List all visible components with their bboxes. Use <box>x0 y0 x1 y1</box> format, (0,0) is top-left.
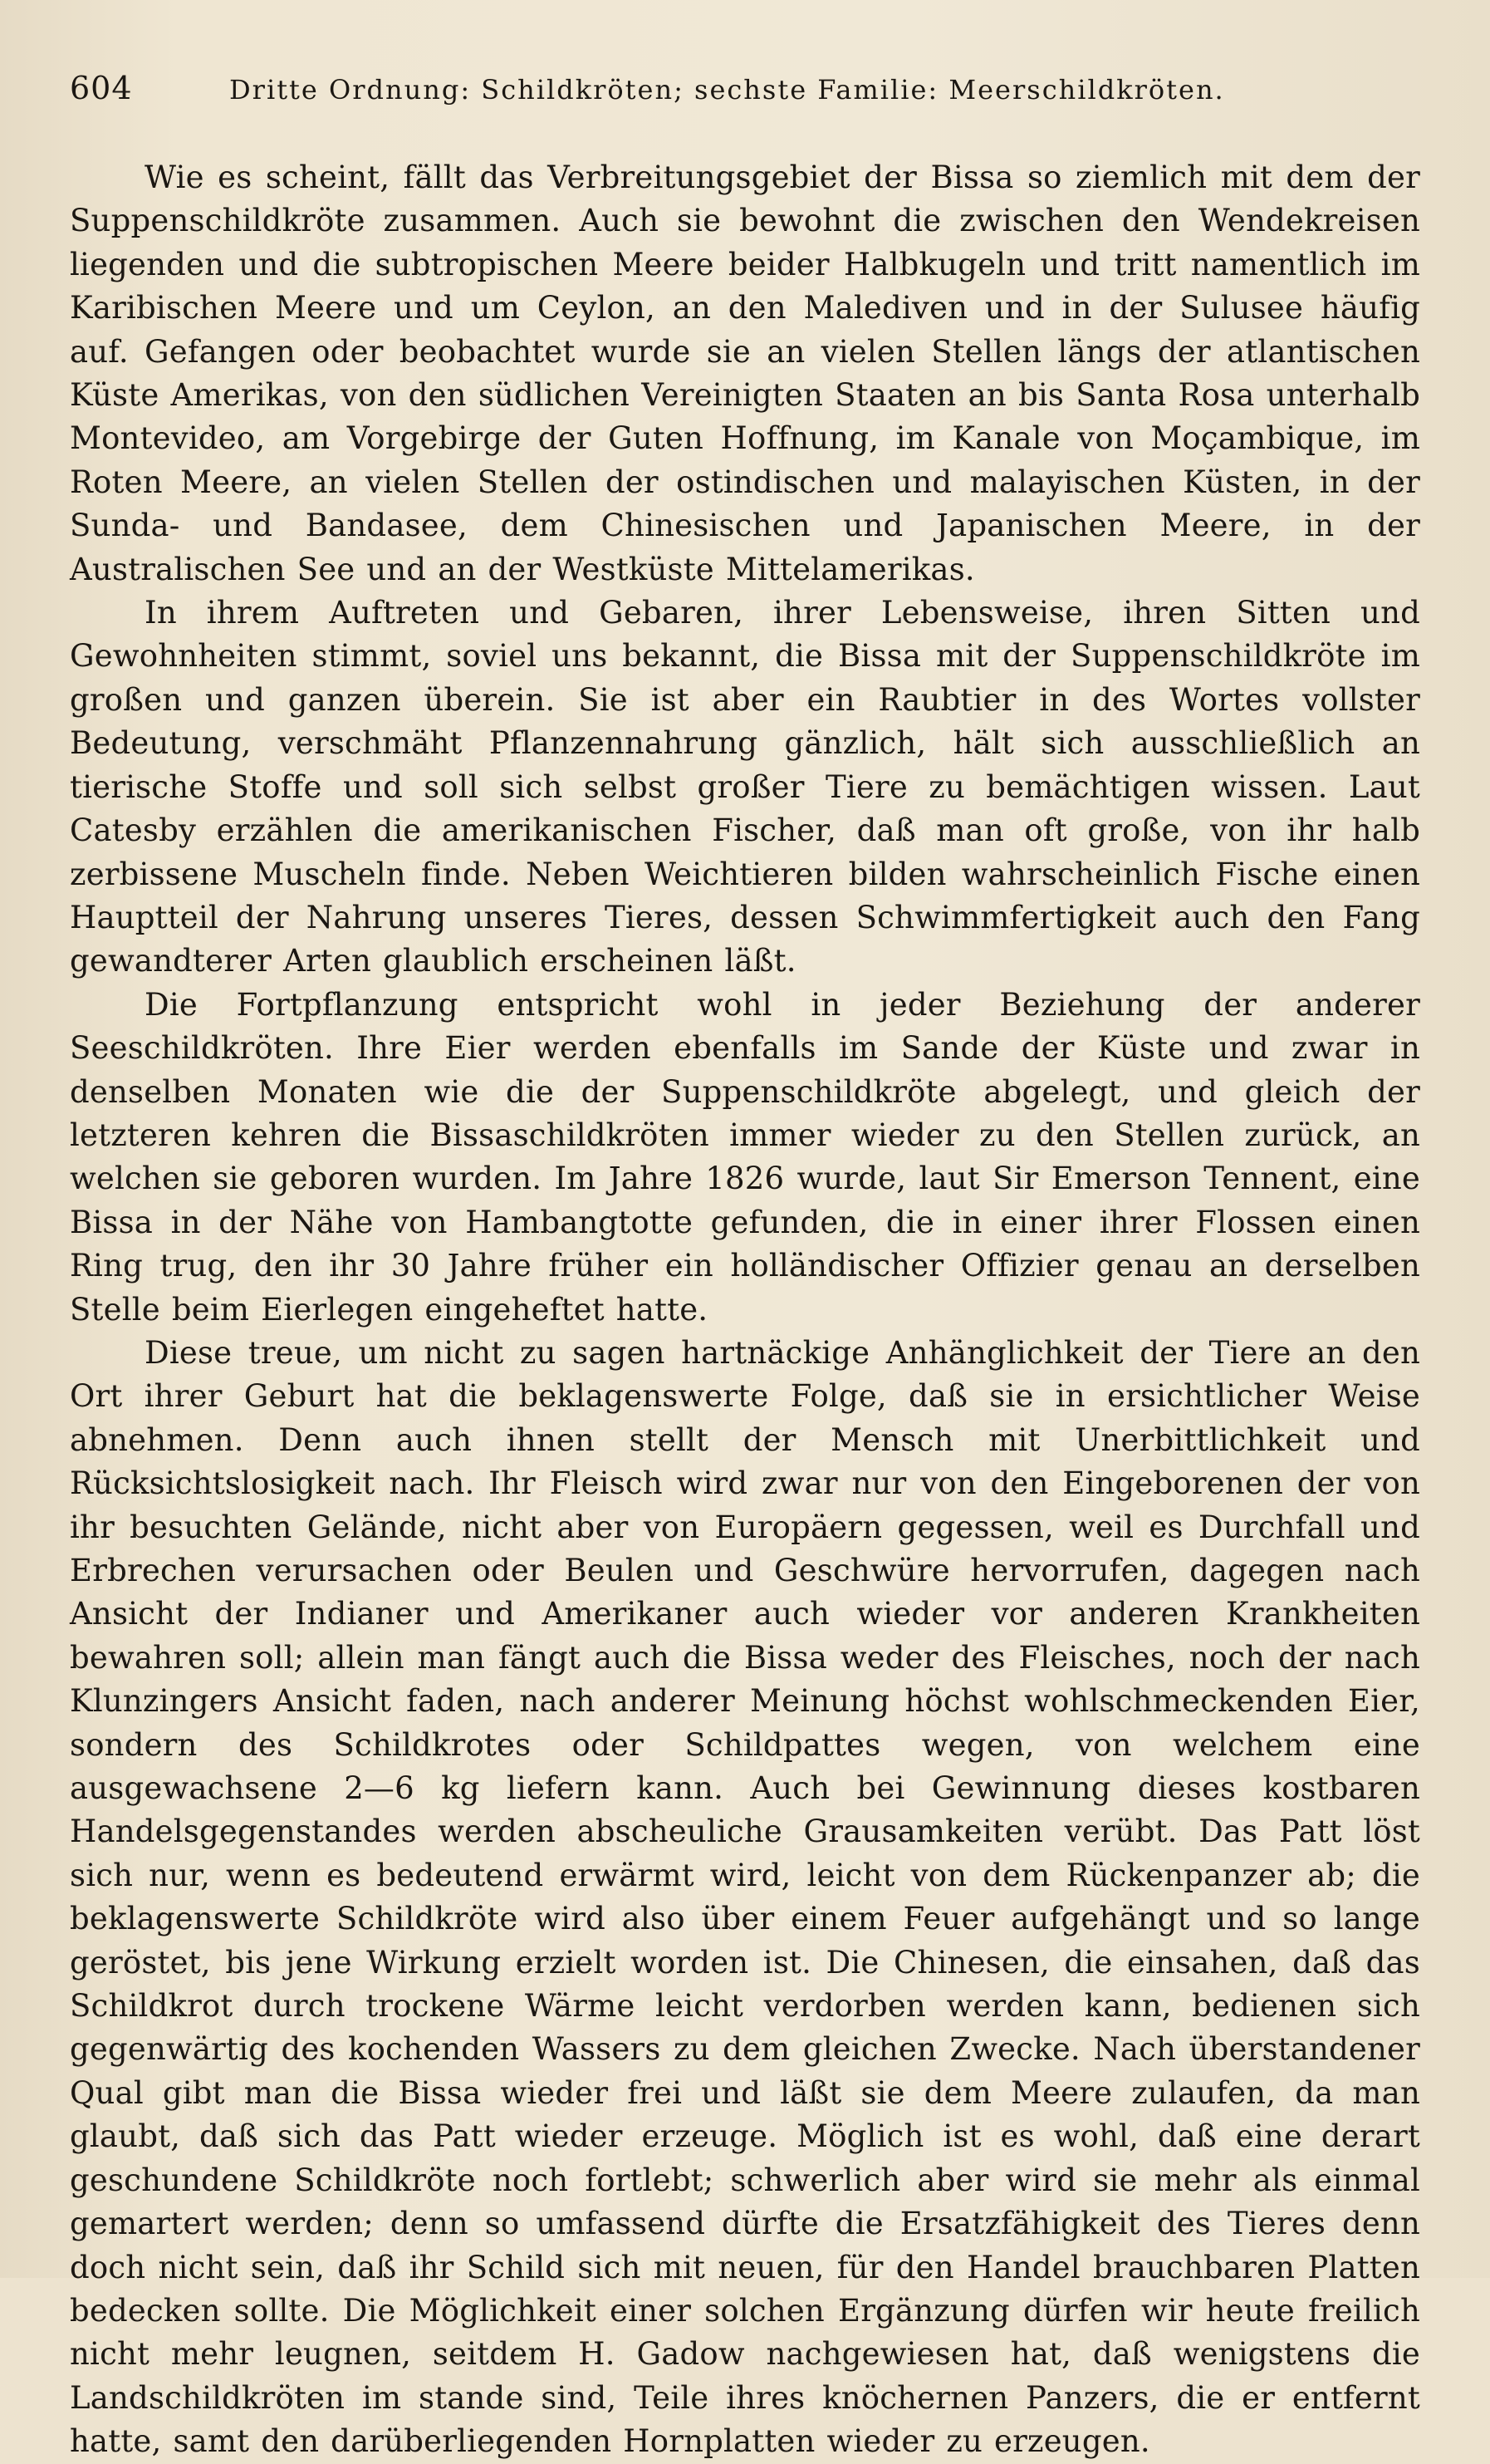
paragraph: Diese treue, um nicht zu sagen hartnäckige Anhänglichkeit der Tiere an den Ort ihrer Geburt hat die beklagenswerte Folge, daß sie in ersichtlicher Weise abnehmen. Denn auch ihnen stellt der Mensch mit Unerbittlichkeit und Rücksichtslosigkeit nach. Ihr Fleisch wird zwar nur von den Eingeborenen der von ihr besuchten Gelände, nicht aber von Europäern gegessen, weil es Durchfall und Erbrechen verursachen oder Beulen und Geschwüre hervorrufen, dagegen nach Ansicht der Indianer und Amerikaner auch wieder vor anderen Krankheiten bewahren soll; allein man fängt auch die Bissa weder des Fleisches, noch der nach Klunzingers Ansicht faden, nach anderer Meinung höchst wohlschmeckenden Eier, sondern des Schildkrotes oder Schildpattes wegen, von welchem eine ausgewachsene 2—6 kg liefern kann. Auch bei Gewinnung dieses kostbaren Handelsgegenstandes werden abscheuliche Grausamkeiten verübt. Das Patt löst sich nur, wenn es bedeutend erwärmt wird, leicht von dem Rückenpanzer ab; die beklagenswerte Schildkröte wird also über einem Feuer aufgehängt und so lange geröstet, bis jene Wirkung erzielt worden ist. Die Chinesen, die einsahen, daß das Schildkrot durch trockene Wärme leicht verdorben werden kann, bedienen sich gegenwärtig des kochenden Wassers zu dem gleichen Zwecke. Nach überstandener Qual gibt man die Bissa wieder frei und läßt sie dem Meere zulaufen, da man glaubt, daß sich das Patt wieder erzeuge. Möglich ist es wohl, daß eine derart geschundene Schildkröte noch fortlebt; schwerlich aber wird sie mehr als einmal gemartert werden; denn so umfassend dürfte die Ersatzfähigkeit des Tieres denn doch nicht sein, daß ihr Schild sich mit neuen, für den Handel brauchbaren Platten bedecken sollte. Die Möglichkeit einer solchen Ergänzung dürfen wir heute freilich nicht mehr leugnen, seitdem H. Gadow nachgewiesen hat, daß wenigstens die Landschildkröten im stande sind, Teile ihres knöchernen Panzers, die er entfernt hatte, samt den darüberliegenden Hornplatten wieder zu erzeugen. <box>70 1334 1420 2460</box>
paragraph: Wie es scheint, fällt das Verbreitungsgebiet der Bissa so ziemlich mit dem der Suppenschildkröte zusammen. Auch sie bewohnt die zwischen den Wendekreisen liegenden und die subtropischen Meere beider Halbkugeln und tritt namentlich im Karibischen Meere und um Ceylon, an den Malediven und in der Sulusee häufig auf. Gefangen oder beobachtet wurde sie an vielen Stellen längs der atlantischen Küste Amerikas, von den südlichen Vereinigten Staaten an bis Santa Rosa unterhalb Montevideo, am Vorgebirge der Guten Hoffnung, im Kanale von Moçambique, im Roten Meere, an vielen Stellen der ostindischen und malayischen Küsten, in der Sunda- und Bandasee, dem Chinesischen und Japanischen Meere, in der Australischen See und an der Westküste Mittelamerikas. <box>70 160 1420 587</box>
body-text <box>70 156 1420 2464</box>
paragraph: In ihrem Auftreten und Gebaren, ihrer Lebensweise, ihren Sitten und Gewohnheiten stimmt, soviel uns bekannt, die Bissa mit der Suppenschildkröte im großen und ganzen überein. Sie ist aber ein Raubtier in des Wortes vollster Bedeutung, verschmäht Pflanzennahrung gänzlich, hält sich ausschließlich an tierische Stoffe und soll sich selbst großer Tiere zu bemächtigen wissen. Laut Catesby erzählen die amerikanischen Fischer, daß man oft große, von ihr halb zerbissene Muscheln finde. Neben Weichtieren bilden wahrscheinlich Fische einen Hauptteil der Nahrung unseres Tieres, dessen Schwimmfertigkeit auch den Fang gewandterer Arten glaublich erscheinen läßt. <box>70 595 1420 979</box>
paragraph: Die Fortpflanzung entspricht wohl in jeder Beziehung der anderer Seeschildkröten. Ihre Eier werden ebenfalls im Sande der Küste und zwar in denselben Monaten wie die der Suppenschildkröte abgelegt, und gleich der letzteren kehren die Bissaschildkröten immer wieder zu den Stellen zurück, an welchen sie geboren wurden. Im Jahre 1826 wurde, laut Sir Emerson Tennent, eine Bissa in der Nähe von Hambangtotte gefunden, die in einer ihrer Flossen einen Ring trug, den ihr 30 Jahre früher ein holländischer Offizier genau an derselben Stelle beim Eierlegen eingeheftet hatte. <box>70 986 1420 1328</box>
running-title: Dritte Ordnung: Schildkröten; sechste Familie: Meerschildkröten. <box>229 74 1225 106</box>
page-number: 604 <box>70 70 133 106</box>
running-head <box>70 70 1420 128</box>
